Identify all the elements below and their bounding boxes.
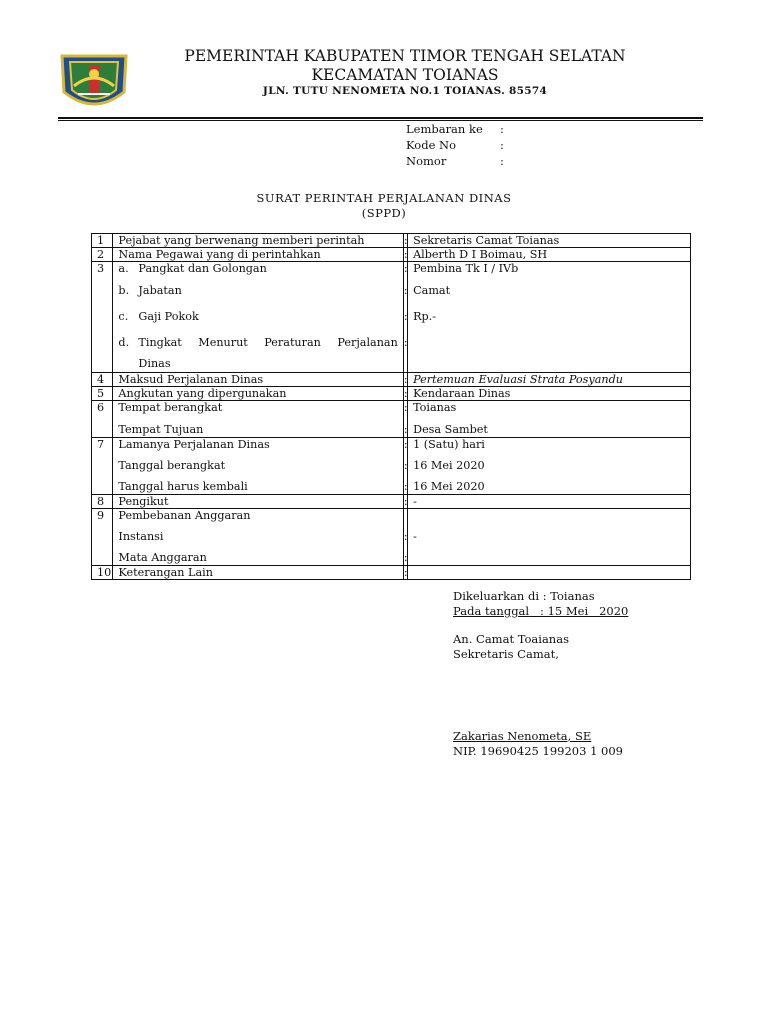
table-row: 3 a. Pangkat dan Golongan b. Jabatan c. Gaji Pokok d. Tingkat Menurut Peraturan Perjalanan Dinas : : : : Pembina Tk I / IVb Camat Rp.- — [92, 262, 691, 373]
table-row: 5 Angkutan yang dipergunakan : Kendaraan Dinas — [92, 387, 691, 401]
address-line: JLN. TUTU NENOMETA NO.1 TOIANAS. 85574 — [262, 85, 548, 97]
table-row: 9 Pembebanan Anggaran Instansi Mata Anggaran : : - — [92, 509, 691, 566]
table-row: 8 Pengikut : - — [92, 495, 691, 509]
issued-date: Pada tanggal : 15 Mei 2020 — [453, 604, 629, 618]
table-row: 2 Nama Pegawai yang di perintahkan : Alberth D I Boimau, SH — [92, 248, 691, 262]
signer-nip: NIP. 19690425 199203 1 009 — [453, 744, 623, 758]
signer-name: Zakarias Nenometa, SE — [453, 729, 592, 743]
table-row: 10 Keterangan Lain : — [92, 566, 691, 580]
regency-emblem-logo — [58, 52, 130, 114]
table-row: 6 Tempat berangkat Tempat Tujuan : : Toianas Desa Sambet — [92, 401, 691, 438]
document-subtitle: (SPPD) — [361, 206, 407, 220]
table-row: 1 Pejabat yang berwenang memberi perintah : Sekretaris Camat Toianas — [92, 234, 691, 248]
document-title: SURAT PERINTAH PERJALANAN DINAS — [256, 191, 512, 205]
header-divider-thick — [58, 117, 703, 119]
sppd-table — [91, 233, 691, 580]
header-divider-thin — [58, 120, 703, 121]
table-row: 7 Lamanya Perjalanan Dinas Tanggal berangkat Tanggal harus kembali : : : 1 (Satu) hari 16 Mei 2020 16 Mei 2020 — [92, 438, 691, 495]
signer-position: Sekretaris Camat, — [453, 647, 559, 661]
issued-place: Dikeluarkan di : Toianas — [453, 589, 595, 603]
district-heading: KECAMATAN TOIANAS — [311, 66, 499, 84]
table-row: 4 Maksud Perjalanan Dinas : Pertemuan Evaluasi Strata Posyandu — [92, 373, 691, 387]
government-heading: PEMERINTAH KABUPATEN TIMOR TENGAH SELATAN — [184, 47, 626, 65]
on-behalf-line: An. Camat Toaianas — [453, 632, 569, 646]
